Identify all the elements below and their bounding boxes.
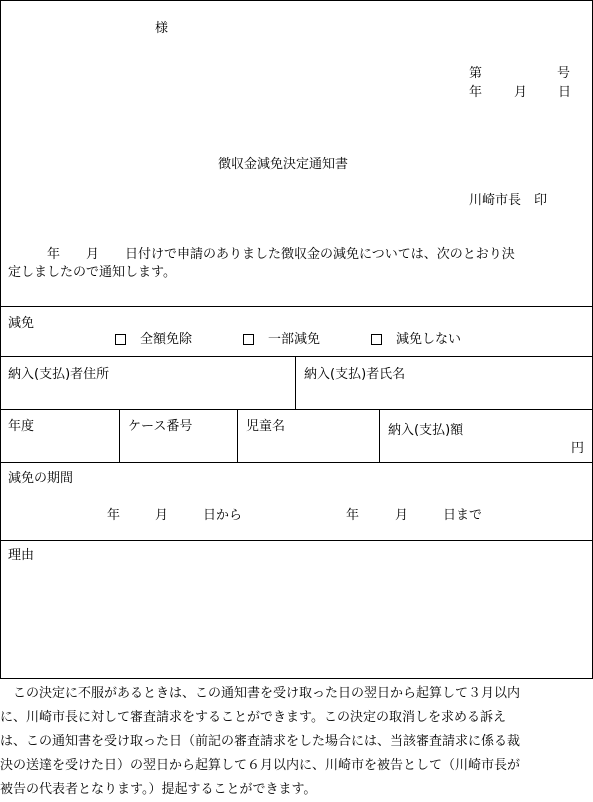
appeal-notice xyxy=(0,682,590,802)
notice-line: は、この通知書を受け取った日（前記の審査請求をした場合には、当該審査請求に係る裁 xyxy=(0,734,521,749)
notice-line: 決の送達を受けた日）の翌日から起算して６月以内に、川崎市を被告として（川崎市長が xyxy=(0,758,521,773)
notice-line: 被告の代表者となります。）提起することができます。 xyxy=(0,782,317,797)
option-partial-reduction[interactable] xyxy=(243,332,320,348)
notice-line: この決定に不服があるときは、この通知書を受け取った日の翌日から起算して３月以内 xyxy=(0,686,521,701)
amount-label: 納入(支払)額 xyxy=(388,423,464,438)
period-from-day: 日から xyxy=(203,508,243,523)
period-to-year: 年 xyxy=(346,508,360,523)
divider xyxy=(119,409,120,462)
notice-line: に、川崎市長に対して審査請求をすることができます。この決定の取消しを求める訴え xyxy=(0,710,506,725)
child-name-label: 児童名 xyxy=(246,419,286,434)
period-to-day: 日まで xyxy=(443,508,483,523)
amount-unit: 円 xyxy=(571,441,585,456)
option-no-reduction[interactable] xyxy=(371,332,461,348)
period-from-month: 月 xyxy=(155,508,169,523)
divider xyxy=(379,409,380,462)
divider xyxy=(237,409,238,462)
checkbox-icon[interactable] xyxy=(371,334,382,345)
issuer: 川崎市長 印 xyxy=(469,193,548,208)
date-day: 日 xyxy=(558,85,572,100)
fiscal-year-label: 年度 xyxy=(8,419,35,434)
divider xyxy=(295,356,296,409)
checkbox-icon[interactable] xyxy=(115,334,126,345)
exemption-label: 減免 xyxy=(8,316,35,331)
period-to-month: 月 xyxy=(395,508,409,523)
date-year: 年 xyxy=(469,85,483,100)
case-number-label: ケース番号 xyxy=(128,419,193,434)
number-prefix: 第 xyxy=(469,66,483,81)
period-label: 減免の期間 xyxy=(8,471,74,486)
option-label: 一部減免 xyxy=(268,332,321,347)
divider xyxy=(0,409,593,410)
payer-address-label: 納入(支払)者住所 xyxy=(8,367,110,382)
option-full-exemption[interactable] xyxy=(115,332,192,348)
period-from-year: 年 xyxy=(107,508,121,523)
divider xyxy=(0,462,593,463)
option-label: 全額免除 xyxy=(140,332,193,347)
checkbox-icon[interactable] xyxy=(243,334,254,345)
reason-label: 理由 xyxy=(8,548,35,563)
intro-line-1: 年 月 日付けで申請のありました徴収金の減免については、次のとおり決 xyxy=(8,247,515,262)
divider xyxy=(0,540,593,541)
addressee-suffix: 様 xyxy=(155,21,169,36)
date-month: 月 xyxy=(514,85,528,100)
document-title: 徴収金減免決定通知書 xyxy=(218,157,349,172)
divider xyxy=(0,356,593,357)
option-label: 減免しない xyxy=(396,332,462,347)
intro-line-2: 定しましたので通知します。 xyxy=(8,265,176,280)
divider xyxy=(0,306,593,307)
number-suffix: 号 xyxy=(557,66,571,81)
payer-name-label: 納入(支払)者氏名 xyxy=(304,367,406,382)
